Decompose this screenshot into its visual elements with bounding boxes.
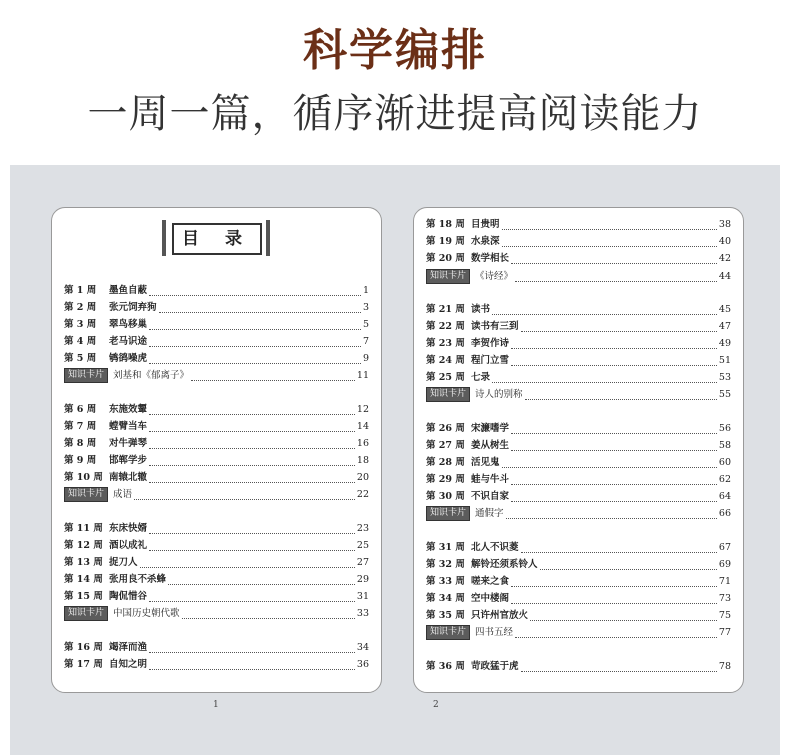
toc-week: 第 20 周 xyxy=(426,253,465,264)
dot-leader xyxy=(502,237,717,247)
dot-leader xyxy=(511,424,717,434)
toc-week: 第 33 周 xyxy=(426,576,465,587)
toc-row xyxy=(426,250,731,267)
dot-leader xyxy=(149,592,355,602)
toc-row xyxy=(426,454,731,471)
toc-page-ref: 58 xyxy=(718,440,731,451)
toc-row xyxy=(426,352,731,369)
toc-entry-title: 读书有三到 xyxy=(471,321,519,332)
toc-week: 第 11 周 xyxy=(64,523,103,534)
toc-row xyxy=(426,590,731,607)
toc-entry-title: 数学相长 xyxy=(471,253,510,264)
toc-page-ref: 56 xyxy=(718,423,731,434)
toc-page-ref: 47 xyxy=(718,321,731,332)
toc-row xyxy=(64,282,369,299)
toc-page-ref: 25 xyxy=(356,540,369,551)
toc-week: 第 36 周 xyxy=(426,661,465,672)
toc-entry-title: 四书五经 xyxy=(475,627,514,638)
knowledge-card-badge: 知识卡片 xyxy=(64,368,108,383)
toc-entry-title: 程门立雪 xyxy=(471,355,510,366)
dot-leader xyxy=(525,390,717,400)
dot-leader xyxy=(540,560,717,570)
toc-row xyxy=(426,301,731,318)
knowledge-card-row xyxy=(64,605,369,622)
toc-page-ref: 49 xyxy=(718,338,731,349)
page-subtitle: 一周一篇，循序渐进提高阅读能力 xyxy=(87,91,703,137)
toc-entry-title: 竭泽而渔 xyxy=(109,642,148,653)
toc-row xyxy=(426,420,731,437)
toc-entry-title: 张元饲弃狗 xyxy=(109,302,157,313)
page-number-right: 2 xyxy=(433,700,439,710)
toc-page-ref: 11 xyxy=(356,370,369,381)
dot-leader xyxy=(149,456,355,466)
toc-entry-title: 刘基和《郁离子》 xyxy=(113,370,190,381)
toc-page-ref: 45 xyxy=(718,304,731,315)
toc-row xyxy=(64,316,369,333)
toc-page-ref: 34 xyxy=(356,642,369,653)
toc-page-ref: 77 xyxy=(718,627,731,638)
toc-entry-title: 七录 xyxy=(471,372,491,383)
toc-page-ref: 22 xyxy=(356,489,369,500)
toc-row xyxy=(426,573,731,590)
toc-page-ref: 71 xyxy=(718,576,731,587)
toc-page-ref: 31 xyxy=(356,591,369,602)
dot-leader xyxy=(521,662,717,672)
dot-leader xyxy=(159,303,361,313)
toc-week: 第 23 周 xyxy=(426,338,465,349)
toc-week: 第 28 周 xyxy=(426,457,465,468)
toc-page-ref: 27 xyxy=(356,557,369,568)
toc-week: 第 34 周 xyxy=(426,593,465,604)
toc-row xyxy=(426,539,731,556)
toc-week: 第 16 周 xyxy=(64,642,103,653)
toc-entry-title: 酒以成礼 xyxy=(109,540,148,551)
toc-page-ref: 64 xyxy=(718,491,731,502)
dot-leader xyxy=(134,490,355,500)
toc-page-ref: 1 xyxy=(362,285,369,296)
dot-leader xyxy=(515,272,717,282)
toc-entry-title: 蛙与牛斗 xyxy=(471,474,510,485)
toc-page-ref: 33 xyxy=(356,608,369,619)
toc-entry-title: 邯郸学步 xyxy=(109,455,148,466)
toc-page-right xyxy=(413,207,744,693)
toc-page-ref: 53 xyxy=(718,372,731,383)
toc-page-ref: 29 xyxy=(356,574,369,585)
toc-page-ref: 60 xyxy=(718,457,731,468)
toc-entry-title: 墨鱼自蔽 xyxy=(109,285,148,296)
toc-week: 第 10 周 xyxy=(64,472,103,483)
toc-entry-title: 陶侃惜谷 xyxy=(109,591,148,602)
toc-page-ref: 18 xyxy=(356,455,369,466)
knowledge-card-badge: 知识卡片 xyxy=(426,625,470,640)
toc-row xyxy=(64,418,369,435)
toc-page-ref: 78 xyxy=(718,661,731,672)
toc-week: 第 19 周 xyxy=(426,236,465,247)
toc-row xyxy=(426,488,731,505)
page-number-left: 1 xyxy=(213,700,219,710)
toc-row xyxy=(64,299,369,316)
toc-row xyxy=(64,639,369,656)
toc-row xyxy=(64,656,369,673)
toc-week: 第 6 周 xyxy=(64,404,97,415)
toc-page-ref: 51 xyxy=(718,355,731,366)
toc-page-ref: 23 xyxy=(356,523,369,534)
dot-leader xyxy=(511,356,717,366)
dot-leader xyxy=(149,660,355,670)
toc-page-ref: 38 xyxy=(718,219,731,230)
toc-entry-title: 水泉深 xyxy=(471,236,500,247)
toc-row xyxy=(64,333,369,350)
toc-week: 第 24 周 xyxy=(426,355,465,366)
toc-page-ref: 7 xyxy=(362,336,369,347)
knowledge-card-row xyxy=(426,386,731,403)
toc-entry-title: 捉刀人 xyxy=(109,557,138,568)
scroll-bar-right xyxy=(266,220,270,256)
toc-page-ref: 44 xyxy=(718,271,731,282)
toc-entry-title: 目贵明 xyxy=(471,219,500,230)
toc-week: 第 2 周 xyxy=(64,302,97,313)
dot-leader xyxy=(515,628,717,638)
toc-row xyxy=(64,452,369,469)
dot-leader xyxy=(511,577,717,587)
book-preview xyxy=(10,165,780,755)
toc-page-ref: 67 xyxy=(718,542,731,553)
toc-row xyxy=(426,216,731,233)
toc-page-ref: 3 xyxy=(362,302,369,313)
toc-entry-title: 活见鬼 xyxy=(471,457,500,468)
toc-page-ref: 14 xyxy=(356,421,369,432)
toc-week: 第 30 周 xyxy=(426,491,465,502)
toc-row xyxy=(64,401,369,418)
dot-leader xyxy=(149,524,355,534)
toc-week: 第 5 周 xyxy=(64,353,97,364)
dot-leader xyxy=(140,558,355,568)
toc-week: 第 25 周 xyxy=(426,372,465,383)
toc-row xyxy=(426,556,731,573)
dot-leader xyxy=(149,337,361,347)
toc-row xyxy=(426,471,731,488)
toc-row xyxy=(64,537,369,554)
toc-page-ref: 40 xyxy=(718,236,731,247)
dot-leader xyxy=(506,509,717,519)
toc-week: 第 21 周 xyxy=(426,304,465,315)
dot-leader xyxy=(502,220,717,230)
toc-entry-title: 只许州官放火 xyxy=(471,610,529,621)
page-title: 科学编排 xyxy=(303,25,487,76)
toc-week: 第 32 周 xyxy=(426,559,465,570)
dot-leader xyxy=(521,322,717,332)
dot-leader xyxy=(502,458,717,468)
dot-leader xyxy=(149,422,355,432)
toc-entry-title: 北人不识菱 xyxy=(471,542,519,553)
toc-row xyxy=(426,318,731,335)
toc-row xyxy=(426,335,731,352)
dot-leader xyxy=(511,339,717,349)
toc-page-ref: 66 xyxy=(718,508,731,519)
toc-page-left xyxy=(51,207,382,693)
toc-week: 第 13 周 xyxy=(64,557,103,568)
dot-leader xyxy=(149,286,361,296)
knowledge-card-badge: 知识卡片 xyxy=(64,606,108,621)
dot-leader xyxy=(511,254,717,264)
toc-heading-box xyxy=(162,220,270,256)
dot-leader xyxy=(149,320,361,330)
scroll-bar-left xyxy=(162,220,166,256)
toc-week: 第 31 周 xyxy=(426,542,465,553)
toc-week: 第 27 周 xyxy=(426,440,465,451)
toc-page-ref: 73 xyxy=(718,593,731,604)
toc-row xyxy=(426,607,731,624)
toc-week: 第 9 周 xyxy=(64,455,97,466)
toc-week: 第 8 周 xyxy=(64,438,97,449)
toc-entry-title: 读书 xyxy=(471,304,491,315)
toc-row xyxy=(64,520,369,537)
toc-entry-title: 姜从树生 xyxy=(471,440,510,451)
toc-row xyxy=(64,571,369,588)
toc-entry-title: 解铃还须系铃人 xyxy=(471,559,538,570)
toc-entry-title: 翠鸟移巢 xyxy=(109,319,148,330)
toc-entry-title: 《诗经》 xyxy=(475,271,514,282)
toc-row xyxy=(64,469,369,486)
dot-leader xyxy=(149,643,355,653)
dot-leader xyxy=(511,441,717,451)
toc-entry-title: 嗟来之食 xyxy=(471,576,510,587)
dot-leader xyxy=(492,373,717,383)
toc-page-ref: 62 xyxy=(718,474,731,485)
knowledge-card-row xyxy=(426,624,731,641)
toc-page-ref: 75 xyxy=(718,610,731,621)
toc-week: 第 14 周 xyxy=(64,574,103,585)
toc-row xyxy=(426,658,731,675)
toc-week: 第 7 周 xyxy=(64,421,97,432)
toc-entry-title: 东施效颦 xyxy=(109,404,148,415)
toc-entry-title: 东床快婿 xyxy=(109,523,148,534)
toc-entry-title: 鸲鹆噪虎 xyxy=(109,353,148,364)
toc-row xyxy=(64,588,369,605)
toc-week: 第 22 周 xyxy=(426,321,465,332)
toc-week: 第 17 周 xyxy=(64,659,103,670)
toc-page-ref: 9 xyxy=(362,353,369,364)
dot-leader xyxy=(182,609,355,619)
knowledge-card-row xyxy=(64,367,369,384)
toc-heading: 目 录 xyxy=(172,223,262,255)
toc-entry-title: 通假字 xyxy=(475,508,504,519)
toc-page-ref: 20 xyxy=(356,472,369,483)
toc-row xyxy=(426,233,731,250)
toc-page-ref: 16 xyxy=(356,438,369,449)
toc-page-ref: 55 xyxy=(718,389,731,400)
dot-leader xyxy=(492,305,717,315)
toc-entry-title: 老马识途 xyxy=(109,336,148,347)
toc-week: 第 1 周 xyxy=(64,285,97,296)
dot-leader xyxy=(191,371,355,381)
dot-leader xyxy=(149,439,355,449)
dot-leader xyxy=(149,473,355,483)
toc-entry-title: 中国历史朝代歌 xyxy=(113,608,180,619)
dot-leader xyxy=(521,543,717,553)
toc-row xyxy=(426,369,731,386)
toc-week: 第 26 周 xyxy=(426,423,465,434)
toc-entry-title: 成语 xyxy=(113,489,133,500)
knowledge-card-row xyxy=(426,505,731,522)
dot-leader xyxy=(168,575,355,585)
toc-row xyxy=(64,435,369,452)
knowledge-card-badge: 知识卡片 xyxy=(426,269,470,284)
toc-entry-title: 螳臂当车 xyxy=(109,421,148,432)
toc-page-ref: 36 xyxy=(356,659,369,670)
toc-entry-title: 诗人的别称 xyxy=(475,389,523,400)
toc-week: 第 3 周 xyxy=(64,319,97,330)
toc-page-ref: 42 xyxy=(718,253,731,264)
toc-row xyxy=(64,350,369,367)
knowledge-card-badge: 知识卡片 xyxy=(426,387,470,402)
toc-week: 第 15 周 xyxy=(64,591,103,602)
knowledge-card-badge: 知识卡片 xyxy=(64,487,108,502)
toc-week: 第 29 周 xyxy=(426,474,465,485)
toc-entry-title: 对牛弹琴 xyxy=(109,438,148,449)
knowledge-card-row xyxy=(426,268,731,285)
toc-week: 第 4 周 xyxy=(64,336,97,347)
dot-leader xyxy=(149,541,355,551)
dot-leader xyxy=(149,354,361,364)
toc-entry-title: 张用良不杀蜂 xyxy=(109,574,167,585)
dot-leader xyxy=(149,405,355,415)
toc-entry-title: 李贺作诗 xyxy=(471,338,510,349)
toc-week: 第 12 周 xyxy=(64,540,103,551)
dot-leader xyxy=(511,594,717,604)
toc-row xyxy=(64,554,369,571)
toc-week: 第 35 周 xyxy=(426,610,465,621)
toc-page-ref: 5 xyxy=(362,319,369,330)
toc-entry-title: 苛政猛于虎 xyxy=(471,661,519,672)
toc-page-ref: 12 xyxy=(356,404,369,415)
knowledge-card-badge: 知识卡片 xyxy=(426,506,470,521)
toc-entry-title: 宋濂嗜学 xyxy=(471,423,510,434)
toc-entry-title: 不识自家 xyxy=(471,491,510,502)
toc-entry-title: 空中楼阁 xyxy=(471,593,510,604)
dot-leader xyxy=(511,475,717,485)
dot-leader xyxy=(530,611,717,621)
toc-row xyxy=(426,437,731,454)
dot-leader xyxy=(511,492,717,502)
toc-page-ref: 69 xyxy=(718,559,731,570)
toc-entry-title: 南辕北辙 xyxy=(109,472,148,483)
toc-entry-title: 自知之明 xyxy=(109,659,148,670)
knowledge-card-row xyxy=(64,486,369,503)
toc-week: 第 18 周 xyxy=(426,219,465,230)
